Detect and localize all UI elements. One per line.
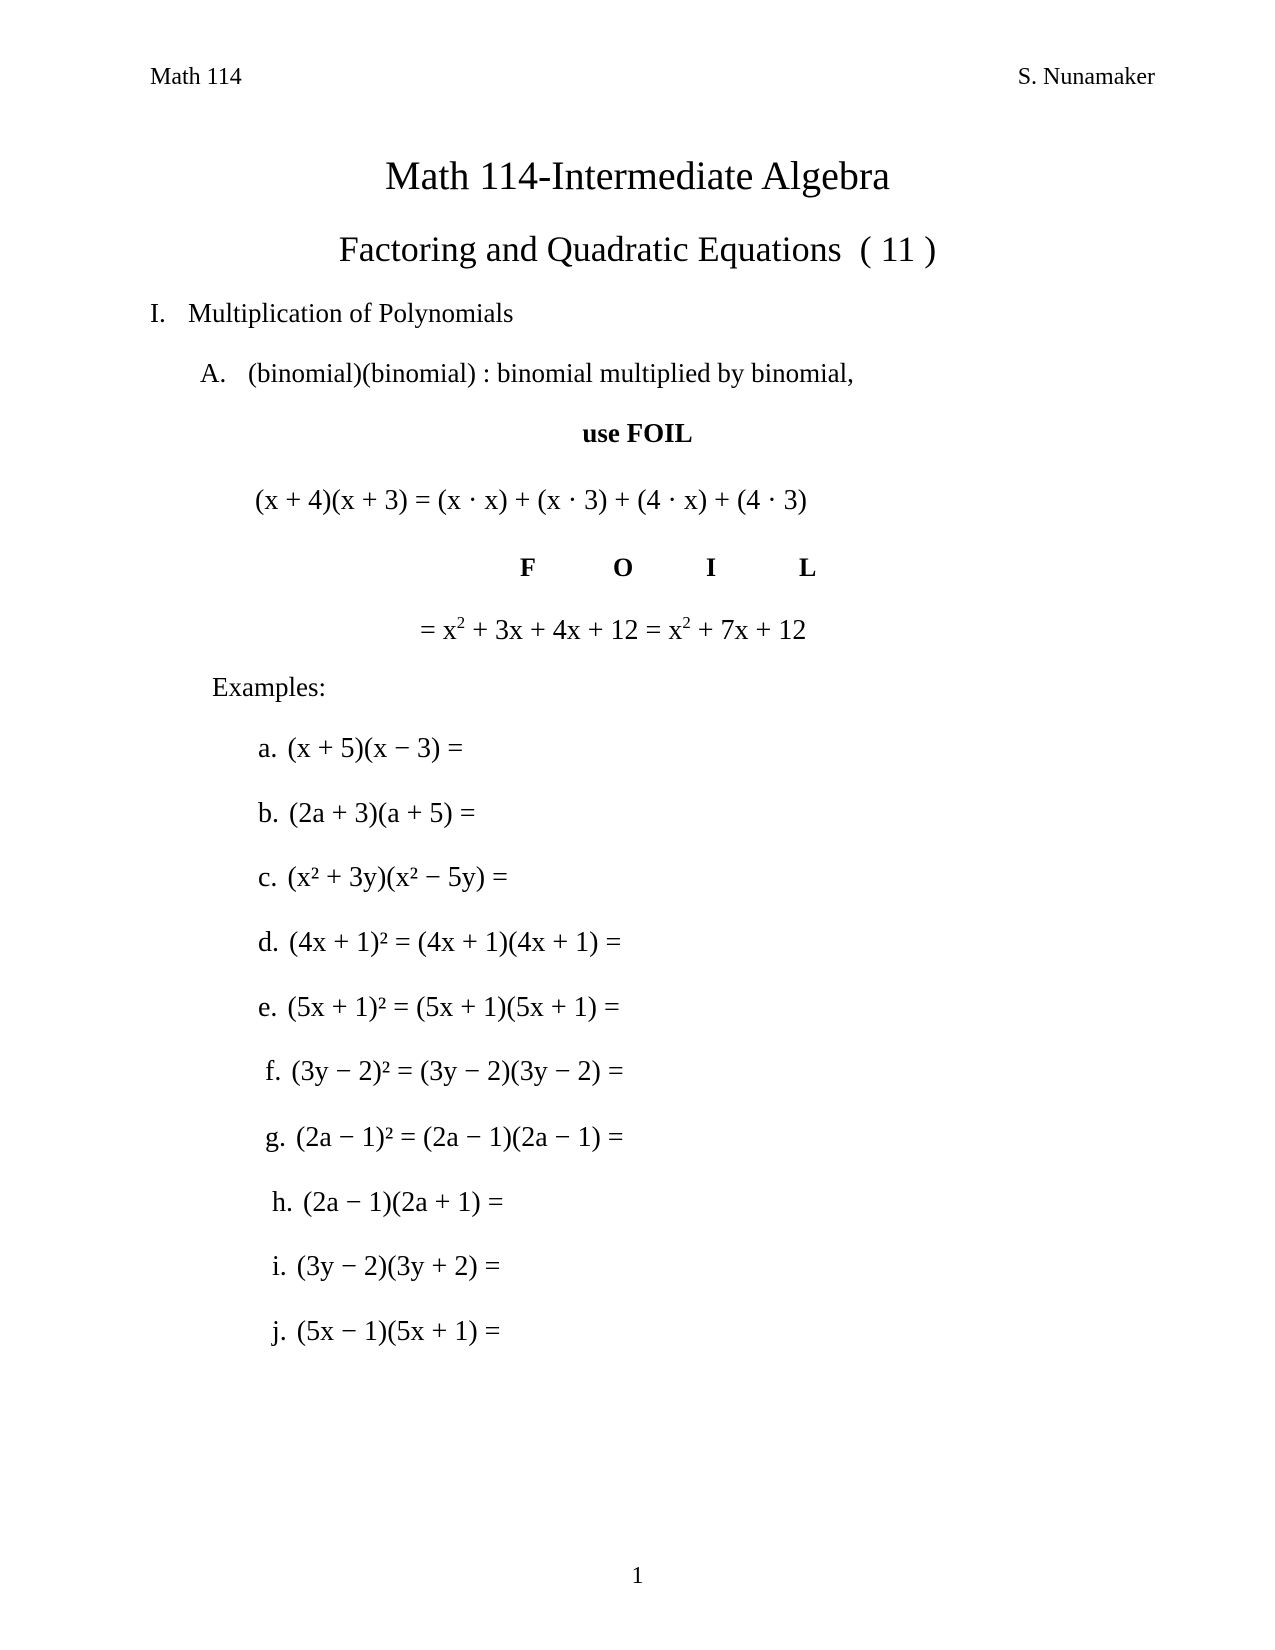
example-item [258, 927, 621, 959]
example-item [258, 733, 463, 765]
example-label: b. [258, 798, 279, 829]
example-expr: (2a + 3)(a + 5) = [289, 798, 476, 829]
foil-letters [520, 553, 892, 583]
section-heading [150, 298, 514, 329]
examples-heading: Examples: [212, 672, 326, 702]
example-label: f. [265, 1056, 282, 1087]
foil-letter-f: F [520, 553, 536, 582]
foil-letter-i: I [706, 553, 717, 582]
example-label: h. [272, 1187, 293, 1218]
example-label: e. [258, 992, 278, 1023]
subsection-letter: A. [200, 358, 227, 388]
section-numeral: I. [150, 298, 166, 328]
page-number: 1 [631, 1563, 644, 1589]
section-title: Multiplication of Polynomials [188, 298, 514, 328]
example-item [272, 1316, 500, 1348]
example-label: i. [272, 1251, 287, 1282]
page-subtitle [0, 228, 1275, 270]
foil-result: = $x^2 + 3x + 4x + 12 = x^2 + 7x + 12$ [420, 613, 807, 646]
header-course: Math 114 [150, 64, 242, 90]
foil-expansion: (x + 4)(x + 3) = (x · x) + (x · 3) + (4 · x) + (4 · 3) [255, 485, 807, 516]
subtitle-text: Factoring and Quadratic Equations [338, 229, 842, 269]
example-expr: (3y − 2)(3y + 2) = [296, 1251, 501, 1282]
example-expr: (3y − 2)² = (3y − 2)(3y − 2) = [291, 1056, 624, 1087]
example-label: c. [258, 862, 278, 893]
foil-result-part-c: + 7x + 12 [690, 615, 807, 646]
example-label: g. [265, 1122, 286, 1153]
method-note [0, 418, 1275, 449]
method-label: use FOIL [582, 418, 693, 448]
foil-result-part-b: + 3x + 4x + 12 = x [465, 615, 683, 646]
example-expr: (x² + 3y)(x² − 5y) = [287, 862, 508, 893]
subsection-text: (binomial)(binomial) : binomial multiplied by binomial, [248, 358, 854, 388]
foil-result-part-a: = x [420, 615, 457, 646]
example-expr: (4x + 1)² = (4x + 1)(4x + 1) = [289, 927, 622, 958]
example-item [258, 992, 620, 1024]
example-label: a. [258, 733, 278, 764]
example-expr: (5x + 1)² = (5x + 1)(5x + 1) = [287, 992, 620, 1023]
foil-letter-l: L [799, 553, 817, 582]
foil-letter-o: O [613, 553, 634, 582]
subsection-heading [200, 358, 854, 389]
example-expr: (2a − 1)(2a + 1) = [303, 1187, 504, 1218]
example-expr: (5x − 1)(5x + 1) = [296, 1316, 501, 1347]
example-item [265, 1122, 624, 1154]
example-label: j. [272, 1316, 287, 1347]
header-author: S. Nunamaker [1017, 64, 1155, 90]
example-item [258, 862, 508, 894]
page-title: Math 114-Intermediate Algebra [385, 153, 890, 198]
subtitle-number: ( 11 ) [859, 229, 937, 269]
example-expr: (x + 5)(x − 3) = [287, 733, 464, 764]
example-expr: (2a − 1)² = (2a − 1)(2a − 1) = [296, 1122, 624, 1153]
example-item [272, 1187, 504, 1219]
example-label: d. [258, 927, 279, 958]
example-item [258, 798, 476, 830]
example-item [272, 1251, 500, 1283]
example-item [265, 1056, 624, 1088]
